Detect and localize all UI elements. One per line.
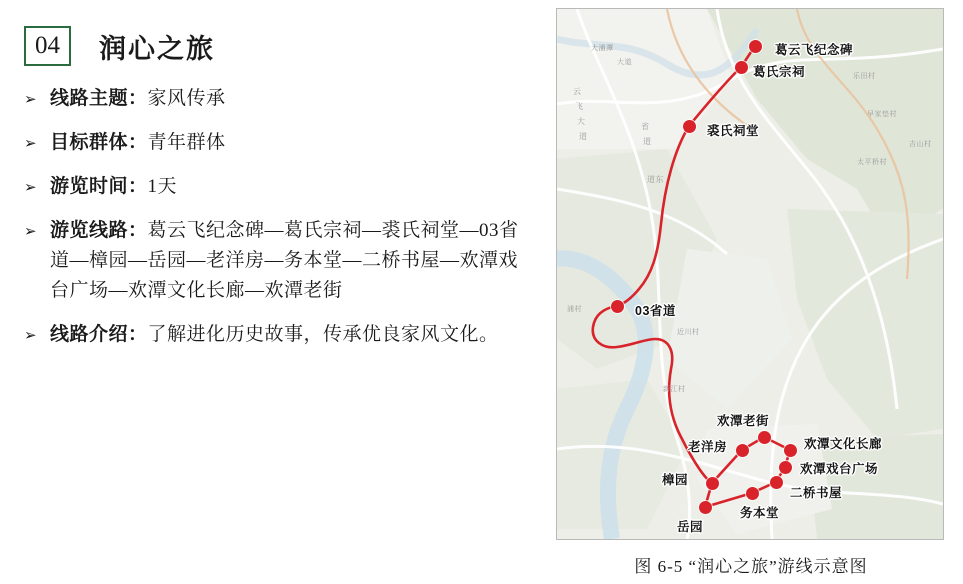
- map-column: [556, 8, 946, 584]
- map-basemap-label: 浦村: [567, 306, 582, 313]
- map-label-provincial-road-03: 03省道: [635, 304, 676, 318]
- list-item-value: 青年群体: [147, 132, 226, 153]
- map-label-huantan-stage-square: 欢潭戏台广场: [800, 462, 879, 476]
- map-base-graphic: [557, 9, 943, 539]
- list-item-value: 1天: [147, 176, 178, 197]
- arrow-bullet-icon: ➢: [24, 178, 37, 196]
- list-item-label: 线路主题：: [50, 88, 148, 109]
- map-basemap-label: 省: [641, 122, 650, 131]
- map-point-marker[interactable]: [736, 444, 749, 457]
- map-point-marker[interactable]: [735, 61, 748, 74]
- bullet-list: [24, 84, 530, 350]
- list-item-value: 葛云飞纪念碑—葛氏宗祠—裘氏祠堂—03省道—樟园—岳园—老洋房—务本堂—二桥书屋—欢潭戏台广场—欢潭文化长廊—欢潭老街: [50, 220, 519, 301]
- map-basemap-label: 乐田村: [853, 73, 876, 80]
- arrow-bullet-icon: ➢: [24, 222, 37, 240]
- list-item-label: 目标群体：: [50, 132, 148, 153]
- map-basemap-label: 大: [577, 117, 586, 126]
- list-item: [24, 128, 530, 158]
- map-basemap-label: 道: [643, 137, 652, 146]
- list-item-value: 了解进化历史故事，传承优良家风文化。: [147, 324, 499, 345]
- section-heading: [24, 26, 530, 66]
- map-point-marker[interactable]: [746, 487, 759, 500]
- page-title: 润心之旅: [99, 33, 215, 64]
- list-item-body: [50, 128, 530, 158]
- arrow-bullet-icon: ➢: [24, 326, 37, 344]
- arrow-bullet-icon: ➢: [24, 134, 37, 152]
- map-point-marker[interactable]: [683, 120, 696, 133]
- map-basemap-label: 飞: [575, 102, 584, 111]
- list-item-label: 游览线路：: [50, 220, 148, 241]
- map-basemap-label: 新江村: [663, 386, 686, 393]
- map-point-marker[interactable]: [611, 300, 624, 313]
- map-basemap-label: 云: [573, 87, 582, 96]
- map-point-marker[interactable]: [699, 501, 712, 514]
- map-label-wuben-hall: 务本堂: [740, 506, 780, 520]
- list-item: [24, 84, 530, 114]
- map-basemap-label: 太平桥村: [857, 159, 887, 166]
- list-item-body: [50, 216, 530, 306]
- list-item-label: 游览时间：: [50, 176, 148, 197]
- map-label-ge-ancestral-hall: 葛氏宗祠: [753, 65, 806, 79]
- map-label-huantan-old-street: 欢潭老街: [717, 414, 770, 428]
- map-basemap-label: 早家垫村: [867, 111, 897, 118]
- map-basemap-label: 大道: [617, 59, 632, 66]
- map-basemap-label: 道东: [647, 175, 664, 184]
- map-basemap-label: 吉山村: [909, 141, 932, 148]
- map-basemap-label: 近川村: [677, 329, 700, 336]
- map-point-marker[interactable]: [706, 477, 719, 490]
- list-item-body: [50, 172, 530, 202]
- list-item: [24, 216, 530, 306]
- arrow-bullet-icon: ➢: [24, 90, 37, 108]
- map-point-marker[interactable]: [770, 476, 783, 489]
- map-label-yueyuan: 岳园: [677, 520, 704, 534]
- map-basemap-label: 大浦潭: [591, 45, 614, 52]
- map-point-marker[interactable]: [784, 444, 797, 457]
- section-number: 04: [24, 26, 71, 66]
- map-basemap-label: 道: [579, 132, 588, 141]
- list-item-body: [50, 84, 530, 114]
- map-point-marker[interactable]: [779, 461, 792, 474]
- map-label-zhangyuan: 樟园: [662, 473, 689, 487]
- list-item-body: [50, 320, 530, 350]
- map-point-marker[interactable]: [749, 40, 762, 53]
- list-item: [24, 172, 530, 202]
- map-label-huantan-culture-corridor: 欢潭文化长廊: [804, 437, 883, 451]
- list-item: [24, 320, 530, 350]
- list-item-value: 家风传承: [147, 88, 226, 109]
- map-label-gyf-monument: 葛云飞纪念碑: [775, 43, 854, 57]
- map-label-qiu-ancestral-hall: 裘氏祠堂: [707, 124, 760, 138]
- map-point-marker[interactable]: [758, 431, 771, 444]
- list-item-label: 线路介绍：: [50, 324, 148, 345]
- map-label-erqiao-study: 二桥书屋: [790, 486, 843, 500]
- figure-caption: 图 6-5 “润心之旅”游线示意图: [634, 557, 868, 576]
- route-map[interactable]: [556, 8, 944, 540]
- map-label-old-western-house: 老洋房: [688, 440, 728, 454]
